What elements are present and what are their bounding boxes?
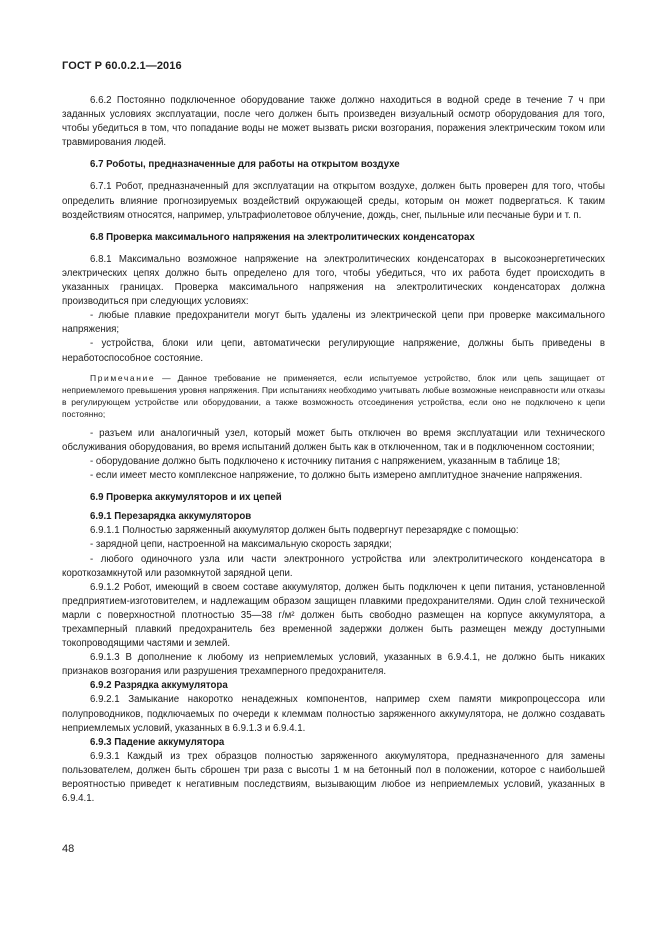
list-item: - любые плавкие предохранители могут быть удалены из электрической цепи при проверке максимального напряжения; [62,310,605,336]
document-header: ГОСТ Р 60.0.2.1—2016 [62,60,182,72]
subsection-heading-6-9-3: 6.9.3 Падение аккумулятора [90,736,225,748]
document-body [62,94,605,806]
note-label: Примечание [90,372,156,383]
list-item: - если имеет место комплексное напряжение, то должно быть измерено амплитудное значение напряжения. [90,470,583,482]
paragraph-6-8-1: 6.8.1 Максимально возможное напряжение на электролитических конденсаторах в высокоэнергетических электрических цепях должно быть определено для того, чтобы убедиться, что их работа будет происходить в указанных границах. Проверка максимального напряжения на электролитических конденсаторах должна производиться при следующих условиях: [62,253,605,308]
section-heading-6-7: 6.7 Роботы, предназначенные для работы на открытом воздухе [90,159,400,171]
list-item: - разъем или аналогичный узел, который может быть отключен во время эксплуатации или технического обслуживания оборудования, во время испытаний должен быть как в отключенном, так и в подключенном состоянии; [62,427,605,453]
paragraph-6-9-3-1: 6.9.3.1 Каждый из трех образцов полностью заряженного аккумулятора, предназначенного для замены пользователем, должен быть сброшен три раза с высоты 1 м на бетонный пол в положении, которое с наибольшей вероятностью приведет к негативным последствиям, вызывающим любое из неприемлемых условий, указанных в 6.9.4.1. [62,750,605,805]
section-heading-6-9: 6.9 Проверка аккумуляторов и их цепей [90,492,282,504]
subsection-heading-6-9-2: 6.9.2 Разрядка аккумулятора [90,680,228,692]
paragraph-6-9-1-3: 6.9.1.3 В дополнение к любому из неприемлемых условий, указанных в 6.9.4.1, не должно быть никаких признаков возгорания или разрушения трехамперного предохранителя. [62,652,605,678]
paragraph-6-9-1-1: 6.9.1.1 Полностью заряженный аккумулятор должен быть подвергнут перезарядке с помощью: [90,525,519,537]
list-item: - устройства, блоки или цепи, автоматически регулирующие напряжение, должны быть приведены в неработоспособное состояние. [62,338,605,364]
list-item: - любого одиночного узла или части электронного устройства или электролитического конденсатора в короткозамкнутой или разомкнутой зарядной цепи. [62,553,605,579]
paragraph-6-9-1-2: 6.9.1.2 Робот, имеющий в своем составе аккумулятор, должен быть подключен к цепи питания, установленной предприятием-изготовителем, и надлежащим образом защищен плавкими предохранителями. Один слой технической марли с поверхностной плотностью 35—38 г/м² должен быть свободно размещен на корпусе аккумулятора, а трехамперный плавкий предохранитель без временной задержки должен быть размещен между доступными токопроводящими частями и землей. [62,581,605,650]
paragraph-6-9-2-1: 6.9.2.1 Замыкание накоротко ненадежных компонентов, например схем памяти микропроцессора или полупроводников, подключаемых по очереди к клеммам полностью заряженного аккумулятора, не должно создавать неприемлемых условий, указанных в 6.9.1.3 и 6.9.4.1. [62,694,605,734]
page-number: 48 [62,843,75,855]
paragraph-6-6-2: 6.6.2 Постоянно подключенное оборудование также должно находиться в водной среде в течение 7 ч при заданных условиях эксплуатации, после чего должен быть произведен визуальный осмотр оборудования для того, чтобы убедиться в том, что попадание воды не может вызвать риски возгорания, поражения электрическим током или травмирования людей. [62,95,605,149]
list-item: - оборудование должно быть подключено к источнику питания с напряжением, указанным в таблице 18; [90,455,561,467]
note [62,372,605,421]
paragraph-6-7-1: 6.7.1 Робот, предназначенный для эксплуатации на открытом воздухе, должен быть проверен для того, чтобы определить влияние прогнозируемых воздействий окружающей среды, которым он может подвергаться. К таким воздействиям относятся, например, ультрафиолетовое облучение, дождь, снег, пыльные или песчаные бури и т. п. [62,181,605,221]
section-heading-6-8: 6.8 Проверка максимального напряжения на электролитических конденсаторах [90,231,475,243]
subsection-heading-6-9-1: 6.9.1 Перезарядка аккумуляторов [90,511,252,523]
list-item: - зарядной цепи, настроенной на максимальную скорость зарядки; [90,539,392,551]
note-text: — Данное требование не применяется, если испытуемое устройство, блок или цепь защищает от неприемлемого превышения уровня напряжения. При испытаниях необходимо учитывать любые возможные неисправности или отказы в регулирующем устройстве или оборудовании, а также возможность отсоединения устройства, если оно не подключено к цепи постоянно; [62,372,605,420]
